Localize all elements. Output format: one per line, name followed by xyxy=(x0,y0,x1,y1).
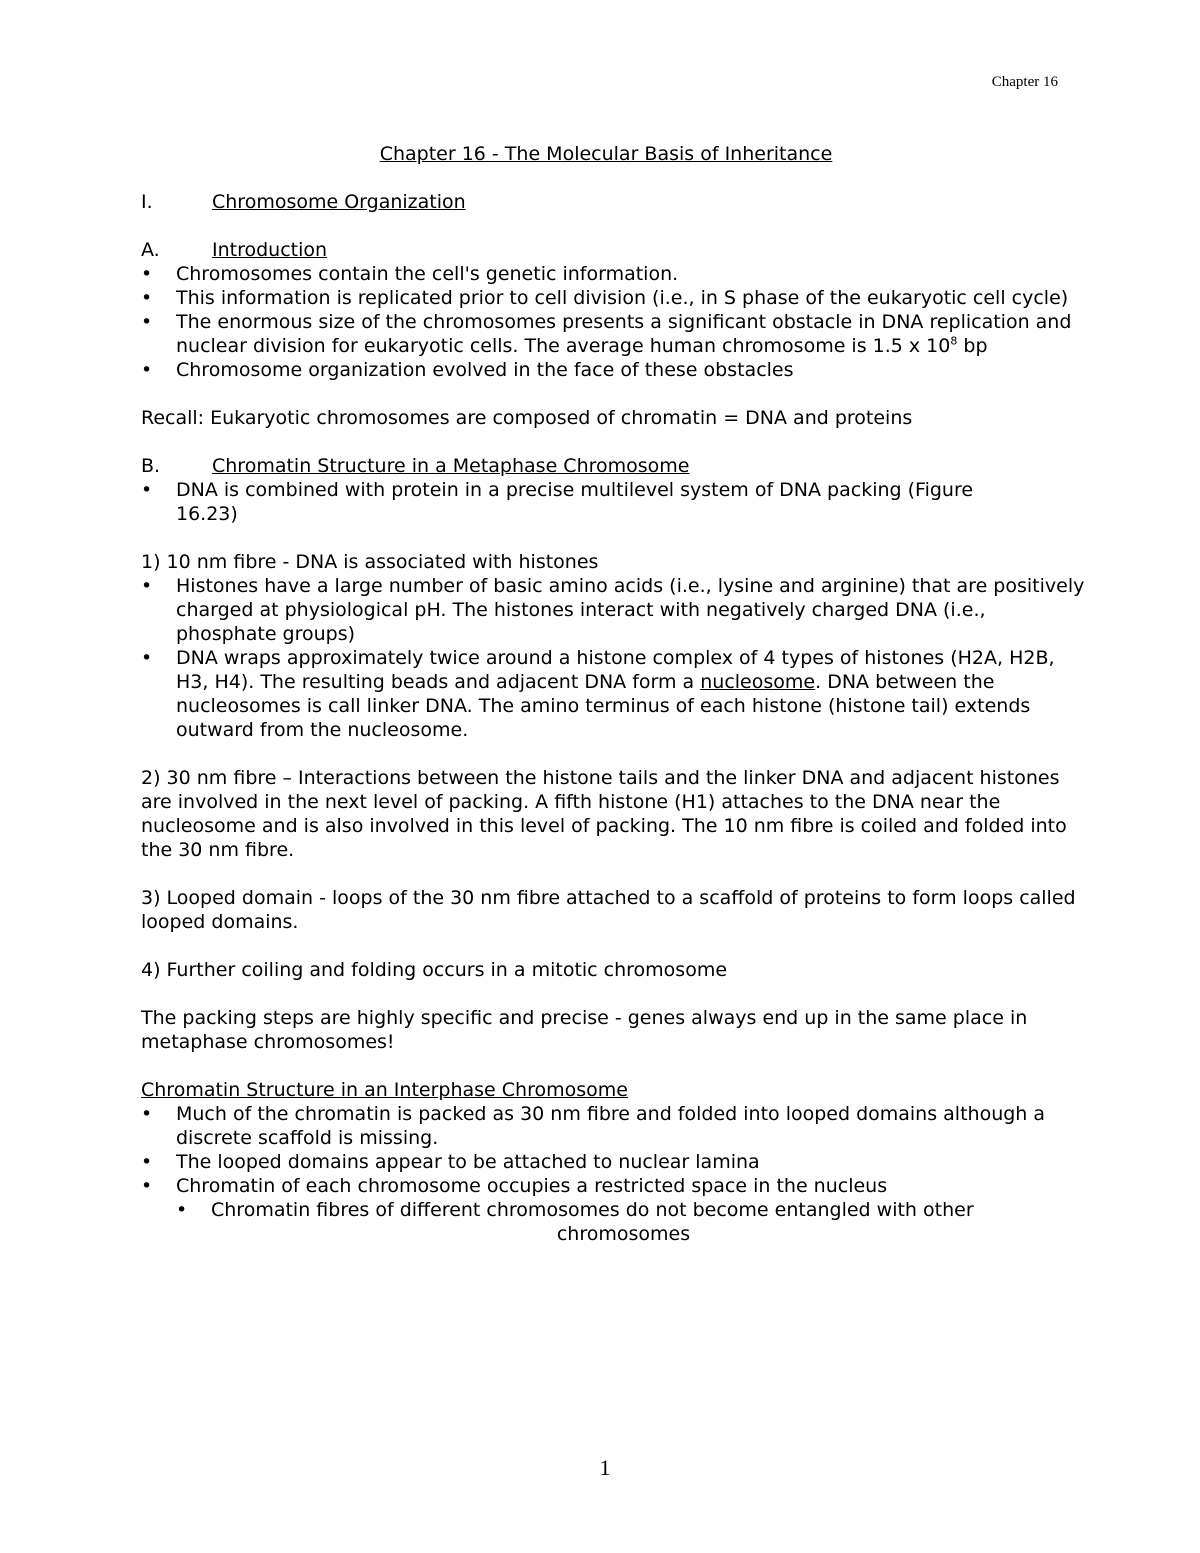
interphase-bullet-list xyxy=(141,1102,1086,1198)
subsection-number: A. xyxy=(141,239,160,261)
section-number: I. xyxy=(141,191,153,213)
document-title: Chapter 16 - The Molecular Basis of Inheritance xyxy=(379,143,833,165)
list-item-text: DNA wraps approximately twice around a histone complex of 4 types of histones (H2A, H2B, H3, H4). The resulting beads and adjacent DNA form a xyxy=(176,647,1055,693)
exponent: 8 xyxy=(950,334,958,348)
metaphase-bullet-list xyxy=(141,478,1086,526)
level-3-paragraph: 3) Looped domain - loops of the 30 nm fibre attached to a scaffold of proteins to form loops called looped domains. xyxy=(141,887,1076,933)
list-item: • Chromosome organization evolved in the face of these obstacles xyxy=(141,358,1086,382)
sub-list-item: • Chromatin fibres of different chromosomes do not become entangled with other xyxy=(176,1198,1086,1222)
list-item: • Chromosomes contain the cell's genetic information. xyxy=(141,262,1086,286)
packing-note: The packing steps are highly specific and precise - genes always end up in the same place in metaphase chromosomes! xyxy=(141,1007,1028,1053)
list-item: • Histones have a large number of basic amino acids (i.e., lysine and arginine) that are positively charged at physiological pH. The histones interact with negatively charged DNA (i.e., phosphate groups) xyxy=(141,574,1086,646)
list-item: • DNA is combined with protein in a precise multilevel system of DNA packing (Figure 16.23) xyxy=(141,478,976,526)
list-item: • The looped domains appear to be attached to nuclear lamina xyxy=(141,1150,1086,1174)
level-1-heading: 1) 10 nm fibre - DNA is associated with histones xyxy=(141,551,599,573)
list-item-text-tail: . DNA between the nucleosomes is call linker DNA. The amino terminus of each histone (histone tail) extends outward from the nucleosome. xyxy=(176,671,1031,741)
level-4-paragraph: 4) Further coiling and folding occurs in a mitotic chromosome xyxy=(141,959,728,981)
list-item-text-tail: bp xyxy=(957,335,988,357)
sub-list-item-continuation: chromosomes xyxy=(556,1223,691,1245)
interphase-heading: Chromatin Structure in an Interphase Chromosome xyxy=(141,1079,628,1101)
section-heading-chromosome-organization xyxy=(141,190,1086,214)
subsection-heading-metaphase xyxy=(141,454,1086,478)
list-item: • This information is replicated prior to cell division (i.e., in S phase of the eukaryotic cell cycle) xyxy=(141,286,1086,310)
list-item xyxy=(141,646,1086,742)
section-label: Chromosome Organization xyxy=(212,191,466,213)
running-header: Chapter 16 xyxy=(991,74,1058,90)
nucleosome-term: nucleosome xyxy=(700,671,816,693)
subsection-heading-introduction xyxy=(141,238,1086,262)
document-body xyxy=(141,142,1086,1246)
subsection-number: B. xyxy=(141,455,161,477)
list-item: • Chromatin of each chromosome occupies a restricted space in the nucleus xyxy=(141,1174,1086,1198)
level-1-bullet-list xyxy=(141,574,1086,742)
introduction-bullet-list xyxy=(141,262,1086,382)
recall-note: Recall: Eukaryotic chromosomes are composed of chromatin = DNA and proteins xyxy=(141,407,913,429)
list-item: • Much of the chromatin is packed as 30 nm fibre and folded into looped domains although a discrete scaffold is missing. xyxy=(141,1102,1086,1150)
interphase-sub-bullet-list xyxy=(176,1198,1086,1222)
level-2-paragraph: 2) 30 nm fibre – Interactions between the histone tails and the linker DNA and adjacent histones are involved in the next level of packing. A fifth histone (H1) attaches to the DNA near the nucleosome and is also involved in this level of packing. The 10 nm fibre is coiled and folded into the 30 nm fibre. xyxy=(141,767,1067,861)
subsection-label: Introduction xyxy=(212,239,328,261)
subsection-label: Chromatin Structure in a Metaphase Chromosome xyxy=(212,455,690,477)
list-item xyxy=(141,310,1086,358)
list-item-text: The enormous size of the chromosomes presents a significant obstacle in DNA replication and nuclear division for eukaryotic cells. The average human chromosome is 1.5 x 10 xyxy=(176,311,1072,357)
page-number: 1 xyxy=(599,1455,611,1480)
